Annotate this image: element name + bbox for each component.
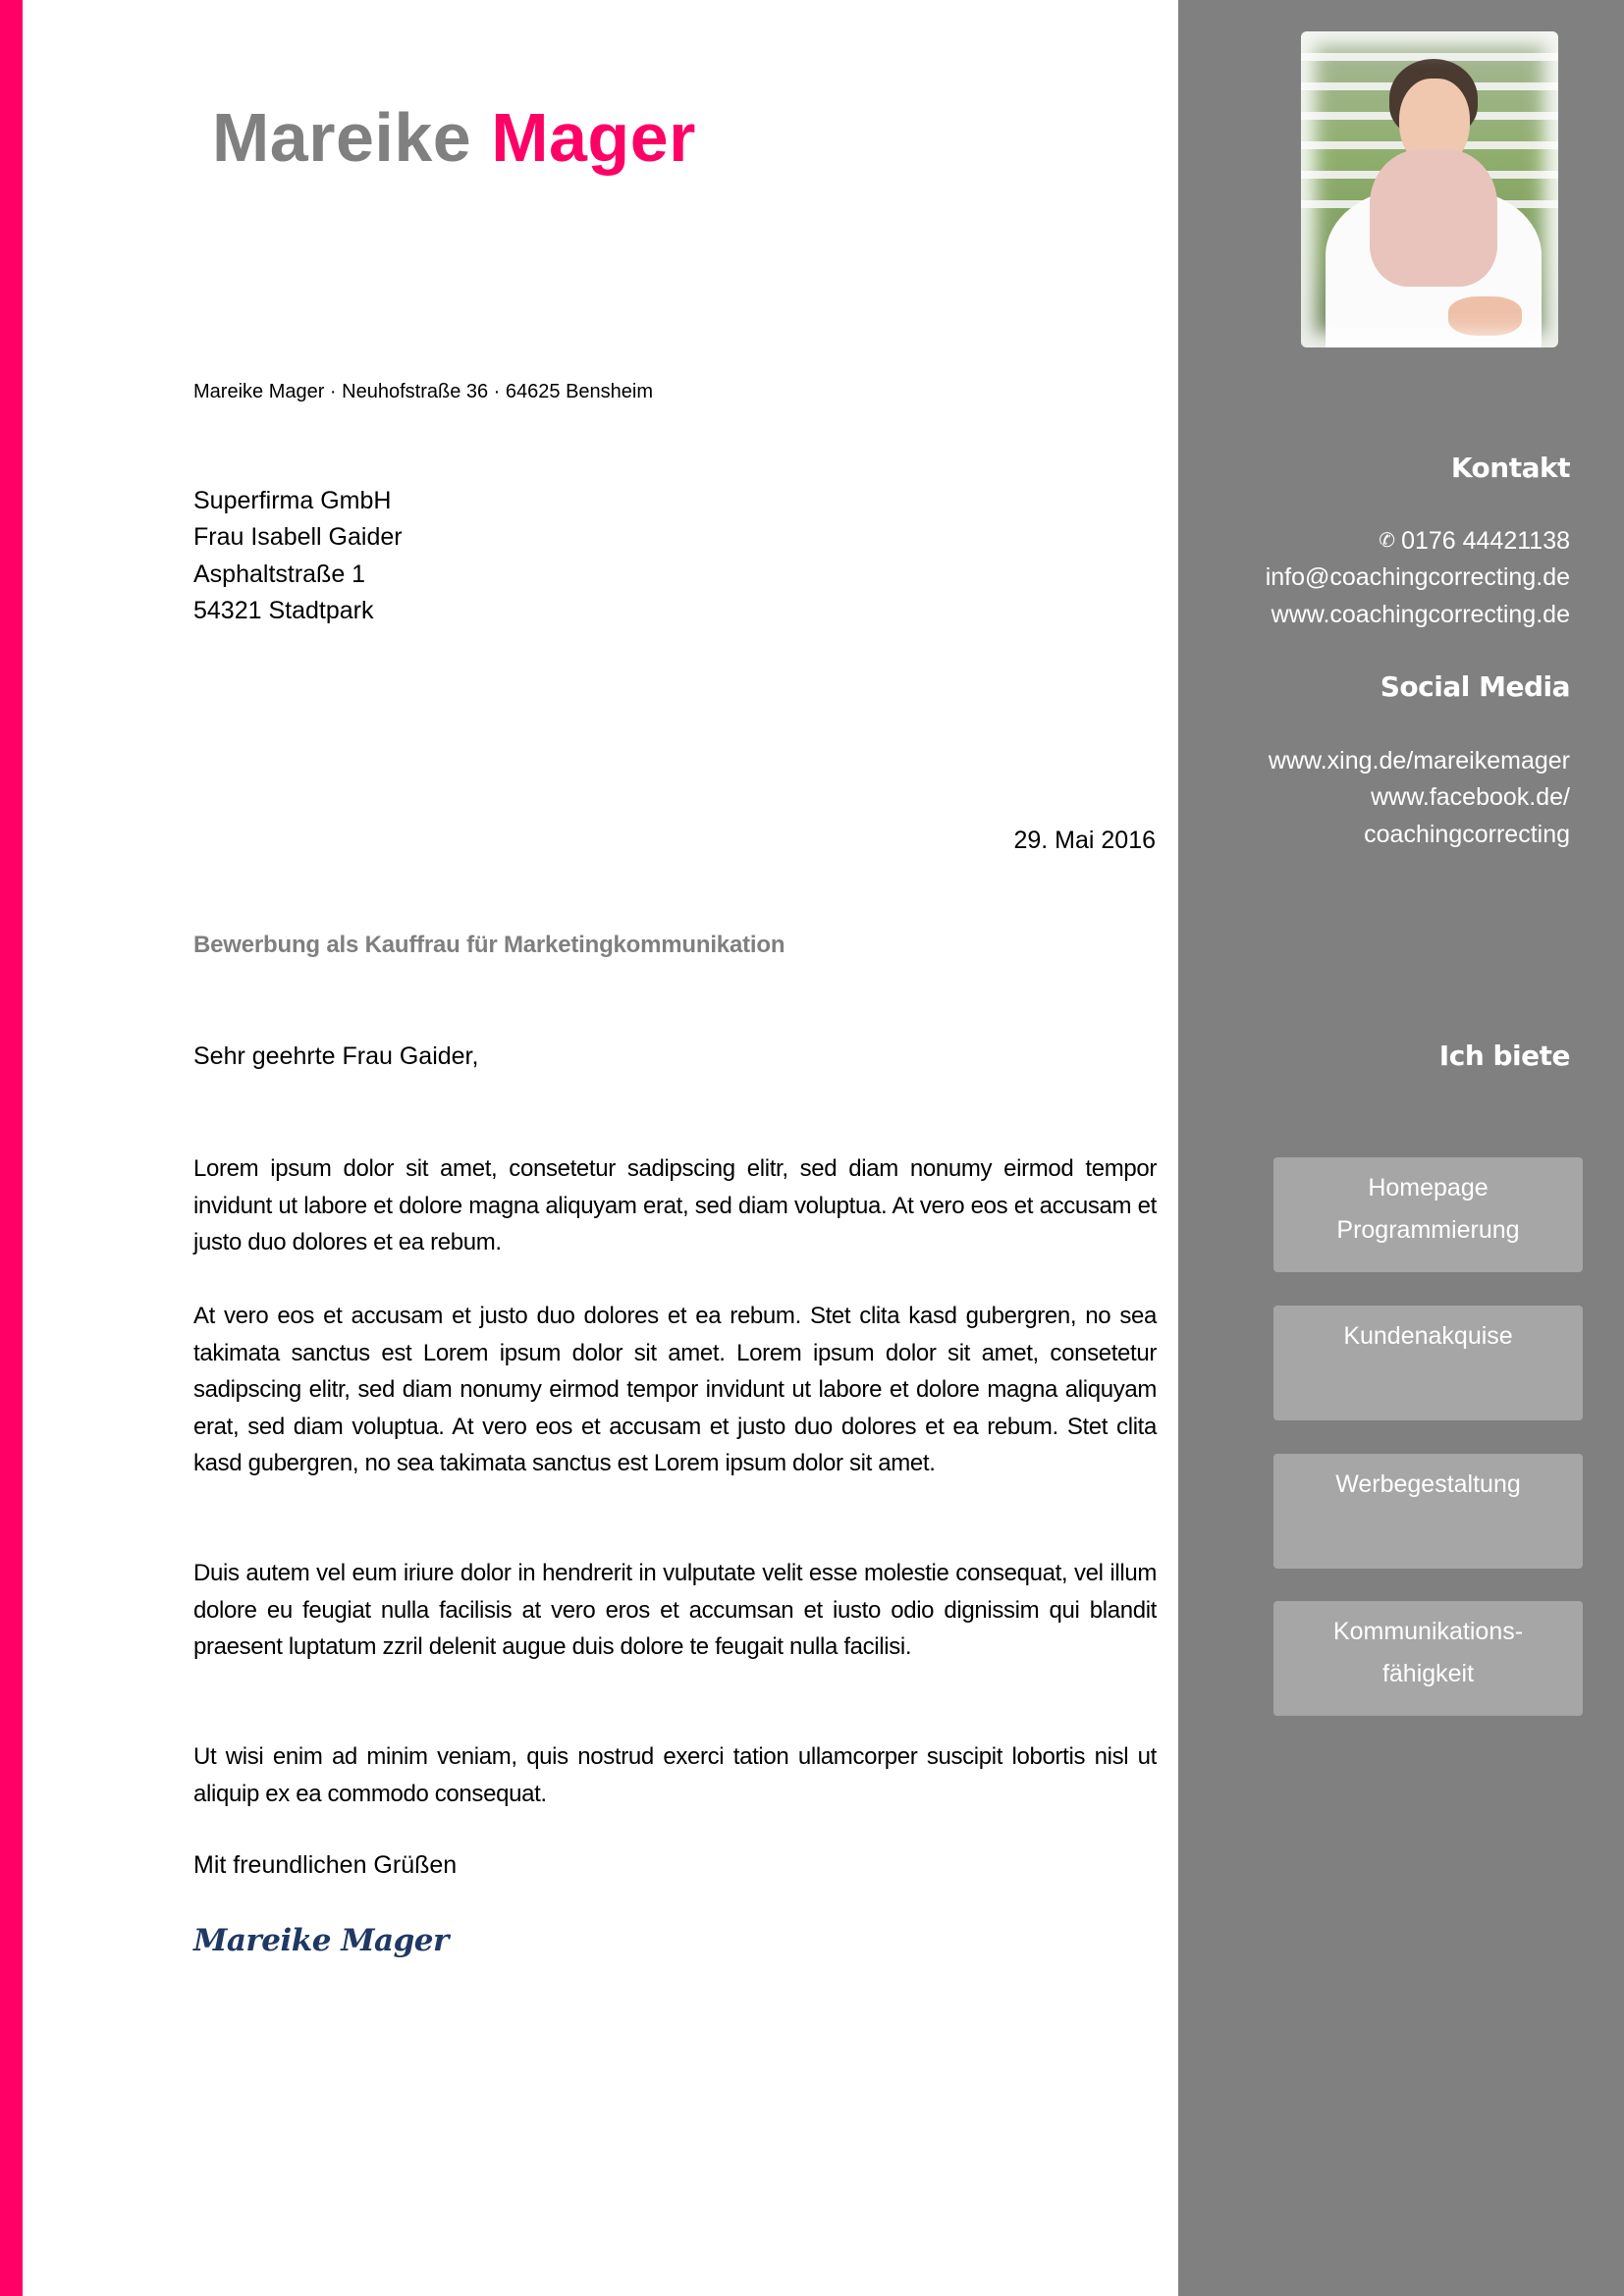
name-header [212,98,696,177]
phone-number: 0176 44421138 [1401,527,1570,555]
xing-link[interactable]: www.xing.de/mareikemager [1268,747,1570,774]
profile-photo [1301,31,1558,347]
first-name: Mareike [212,99,472,176]
skill-label: Kommunikations- [1332,1618,1524,1645]
skill-box [1273,1306,1583,1420]
skill-box [1273,1157,1583,1272]
skill-label: Homepage [1368,1174,1489,1201]
contact-website[interactable]: www.coachingcorrecting.de [1271,600,1570,628]
social-media-heading: Social Media [1380,670,1570,703]
contact-email[interactable]: info@coachingcorrecting.de [1265,563,1570,592]
subject-line: Bewerbung als Kauffrau für Marketingkommunikation [193,932,785,958]
skill-label: fähigkeit [1381,1660,1475,1687]
last-name: Mager [491,99,696,176]
closing: Mit freundlichen Grüßen [193,1851,458,1879]
sender-address-line: Mareike Mager · Neuhofstraße 36 · 64625 Bensheim [193,381,654,402]
skill-box [1273,1454,1583,1569]
recipient-city: 54321 Stadtpark [193,596,374,624]
contact-details [1266,523,1570,633]
recipient-address [193,483,403,629]
body-paragraph: At vero eos et accusam et justo duo dolores et ea rebum. Stet clita kasd gubergren, no sea takimata sanctus est Lorem ipsum dolor sit amet. Lorem ipsum dolor sit amet, consetetur sadipscing elitr, sed diam nonumy eirmod tempor invidunt ut labore et dolore magna aliquyam erat, sed diam voluptua. At vero eos et accusam et justo duo dolores et ea rebum. Stet clita kasd gubergren, no sea takimata sanctus est Lorem ipsum dolor sit amet. [193,1303,1157,1476]
skill-label: Programmierung [1336,1216,1520,1244]
body-paragraph: Duis autem vel eum iriure dolor in hendrerit in vulputate velit esse molestie consequat, vel illum dolore eu feugiat nulla facilisis at vero eros et accumsan et iusto odio dignissim qui blandit praesent luptatum zzril delenit augue duis dolore te feugait nulla facilisi. [193,1560,1157,1660]
salutation: Sehr geehrte Frau Gaider, [193,1042,479,1070]
letter-date: 29. Mai 2016 [1013,827,1156,854]
social-media-links [1269,743,1570,853]
skill-label: Kundenakquise [1343,1322,1513,1350]
facebook-link-line1[interactable]: www.facebook.de/ [1371,783,1570,812]
signature: Mareike Mager [193,1923,449,1958]
accent-stripe [0,0,23,2296]
body-paragraph: Ut wisi enim ad minim veniam, quis nostrud exerci tation ullamcorper suscipit lobortis nisl ut aliquip ex ea commodo consequat. [193,1743,1157,1807]
facebook-link-line2[interactable]: coachingcorrecting [1364,820,1570,848]
contact-heading: Kontakt [1450,452,1570,484]
contact-phone [1266,523,1570,560]
skill-label: Werbegestaltung [1335,1470,1521,1498]
skill-box [1273,1601,1583,1716]
recipient-company: Superfirma GmbH [193,487,392,514]
recipient-street: Asphaltstraße 1 [193,560,366,588]
photo-vignette [1301,31,1558,347]
phone-icon: ✆ [1379,530,1396,552]
body-paragraph: Lorem ipsum dolor sit amet, consetetur sadipscing elitr, sed diam nonumy eirmod tempor invidunt ut labore et dolore magna aliquyam erat, sed diam voluptua. At vero eos et accusam et justo duo dolores et ea rebum. [193,1155,1157,1255]
offer-heading: Ich biete [1438,1040,1570,1072]
recipient-person: Frau Isabell Gaider [193,523,403,552]
